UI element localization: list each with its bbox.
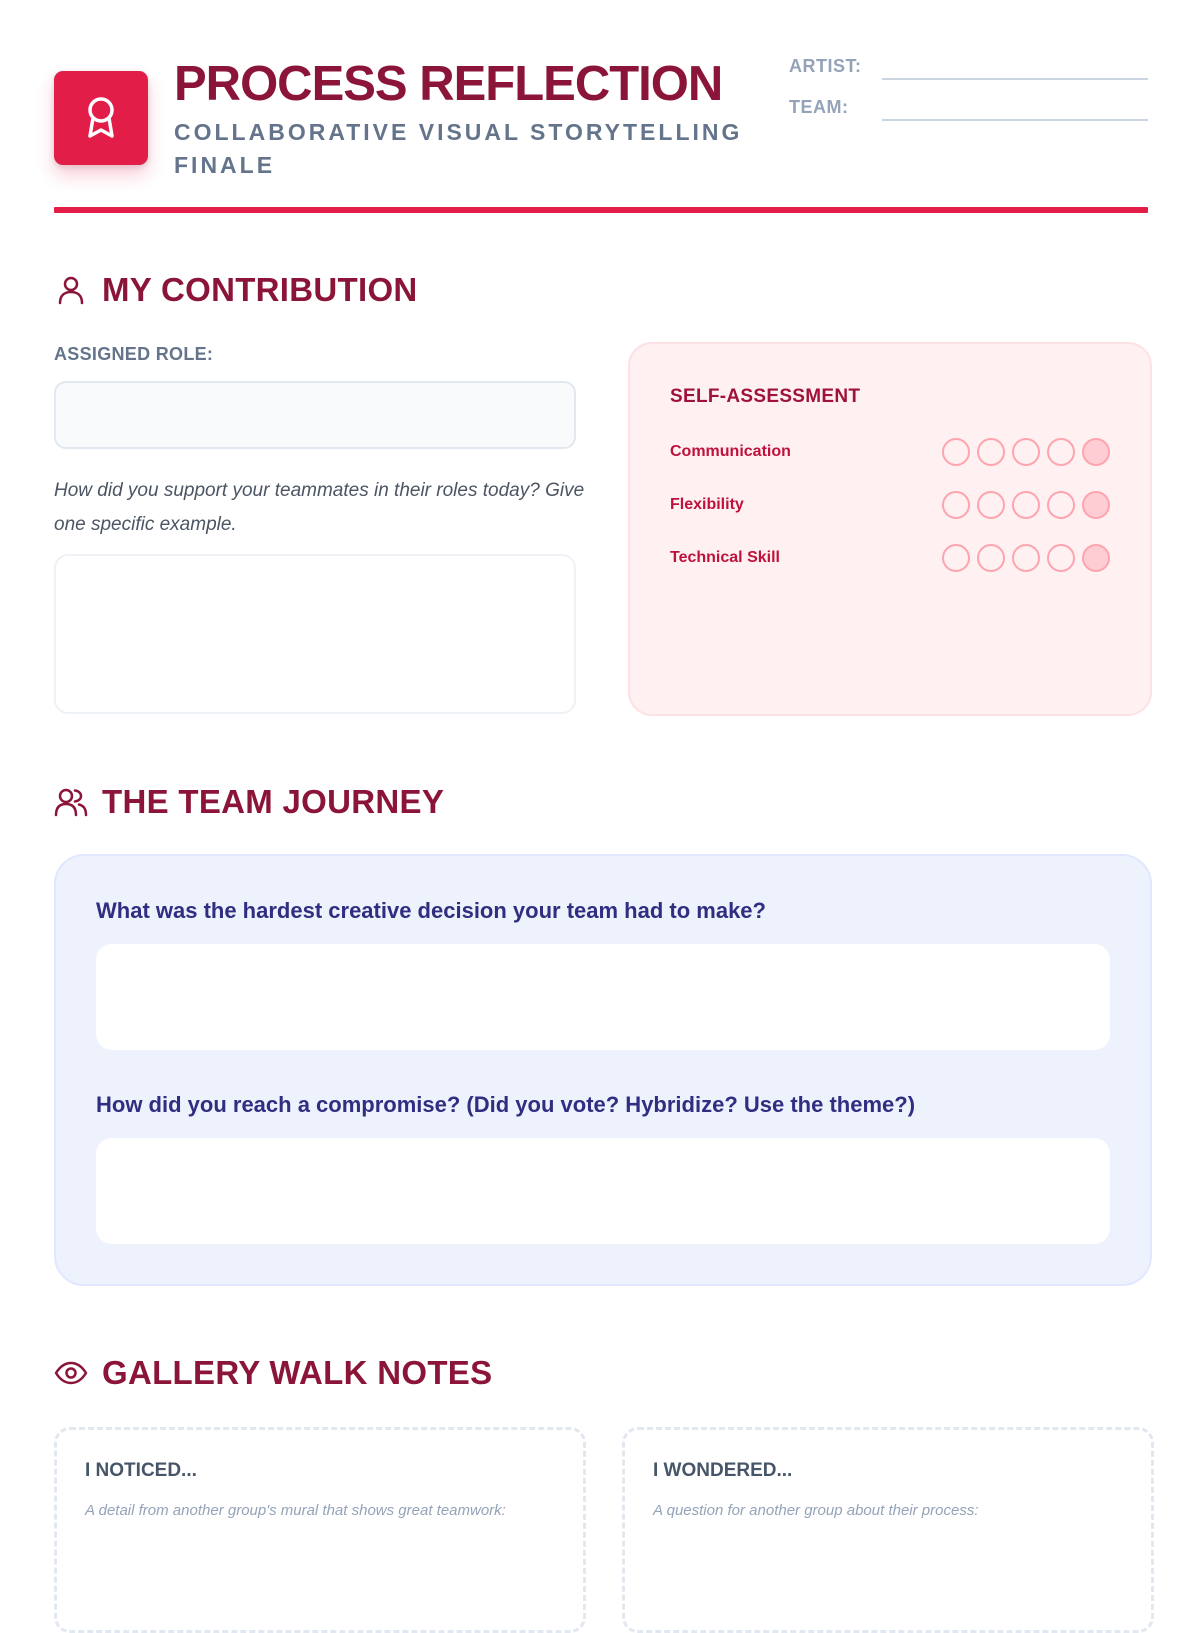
journey-question: How did you reach a compromise? (Did you vote? Hybridize? Use the theme?) <box>96 1092 916 1117</box>
eye-icon <box>54 1356 88 1390</box>
journey-question: What was the hardest creative decision your team had to make? <box>96 898 766 923</box>
role-label: ASSIGNED ROLE: <box>54 344 214 364</box>
rating-row <box>670 438 1110 468</box>
journey-heading-text: THE TEAM JOURNEY <box>102 783 445 820</box>
rating-dot[interactable] <box>977 438 1005 466</box>
support-prompt: How did you support your teammates in their roles today? Give one specific example. <box>54 480 585 535</box>
contribution-heading <box>54 271 418 309</box>
journey-answer-field[interactable] <box>96 1138 1110 1244</box>
role-input[interactable] <box>54 381 576 449</box>
rating-label: Flexibility <box>670 496 744 513</box>
team-label: TEAM: <box>789 97 849 117</box>
rating-dot[interactable] <box>1012 491 1040 519</box>
note-hint: A question for another group about their process: <box>653 1502 979 1519</box>
rating-label: Technical Skill <box>670 549 780 566</box>
rating-dot[interactable] <box>1047 544 1075 572</box>
rating-label: Communication <box>670 443 791 460</box>
rating-dot[interactable] <box>977 491 1005 519</box>
rating-dot[interactable] <box>1047 491 1075 519</box>
user-icon <box>54 273 88 307</box>
rating-row <box>670 491 1110 521</box>
note-hint: A detail from another group's mural that shows great teamwork: <box>85 1502 506 1519</box>
users-icon <box>54 785 88 819</box>
award-icon <box>54 71 148 165</box>
rating-dot[interactable] <box>942 438 970 466</box>
rating-dot[interactable] <box>1047 438 1075 466</box>
rating-dot[interactable] <box>977 544 1005 572</box>
rating-dot[interactable] <box>942 491 970 519</box>
rating-dot[interactable] <box>1012 544 1040 572</box>
noticed-note-card[interactable] <box>54 1427 586 1633</box>
rating-scale <box>935 438 1110 466</box>
rating-scale <box>935 544 1110 572</box>
gallery-heading <box>54 1354 492 1392</box>
gallery-heading-text: GALLERY WALK NOTES <box>102 1354 493 1391</box>
artist-label: ARTIST: <box>789 56 862 76</box>
page-subtitle: COLLABORATIVE VISUAL STORYTELLING FINALE <box>174 119 743 178</box>
rating-dot[interactable] <box>1012 438 1040 466</box>
rating-dot[interactable] <box>1082 438 1110 466</box>
wondered-note-card[interactable] <box>622 1427 1154 1633</box>
artist-field[interactable] <box>882 78 1148 80</box>
self-assessment-card <box>628 342 1152 716</box>
team-field[interactable] <box>882 119 1148 121</box>
journey-heading <box>54 783 444 821</box>
page-title: PROCESS REFLECTION <box>174 57 723 111</box>
note-title: I WONDERED... <box>653 1460 793 1481</box>
rating-row <box>670 544 1110 574</box>
rating-dot[interactable] <box>1082 491 1110 519</box>
rating-dot[interactable] <box>942 544 970 572</box>
rating-dot[interactable] <box>1082 544 1110 572</box>
support-answer-field[interactable] <box>54 554 576 714</box>
journey-answer-field[interactable] <box>96 944 1110 1050</box>
header-divider <box>54 207 1148 213</box>
note-title: I NOTICED... <box>85 1460 197 1481</box>
rating-scale <box>935 491 1110 519</box>
contribution-heading-text: MY CONTRIBUTION <box>102 271 418 308</box>
self-assessment-title: SELF-ASSESSMENT <box>670 386 861 407</box>
journey-panel <box>54 854 1152 1286</box>
